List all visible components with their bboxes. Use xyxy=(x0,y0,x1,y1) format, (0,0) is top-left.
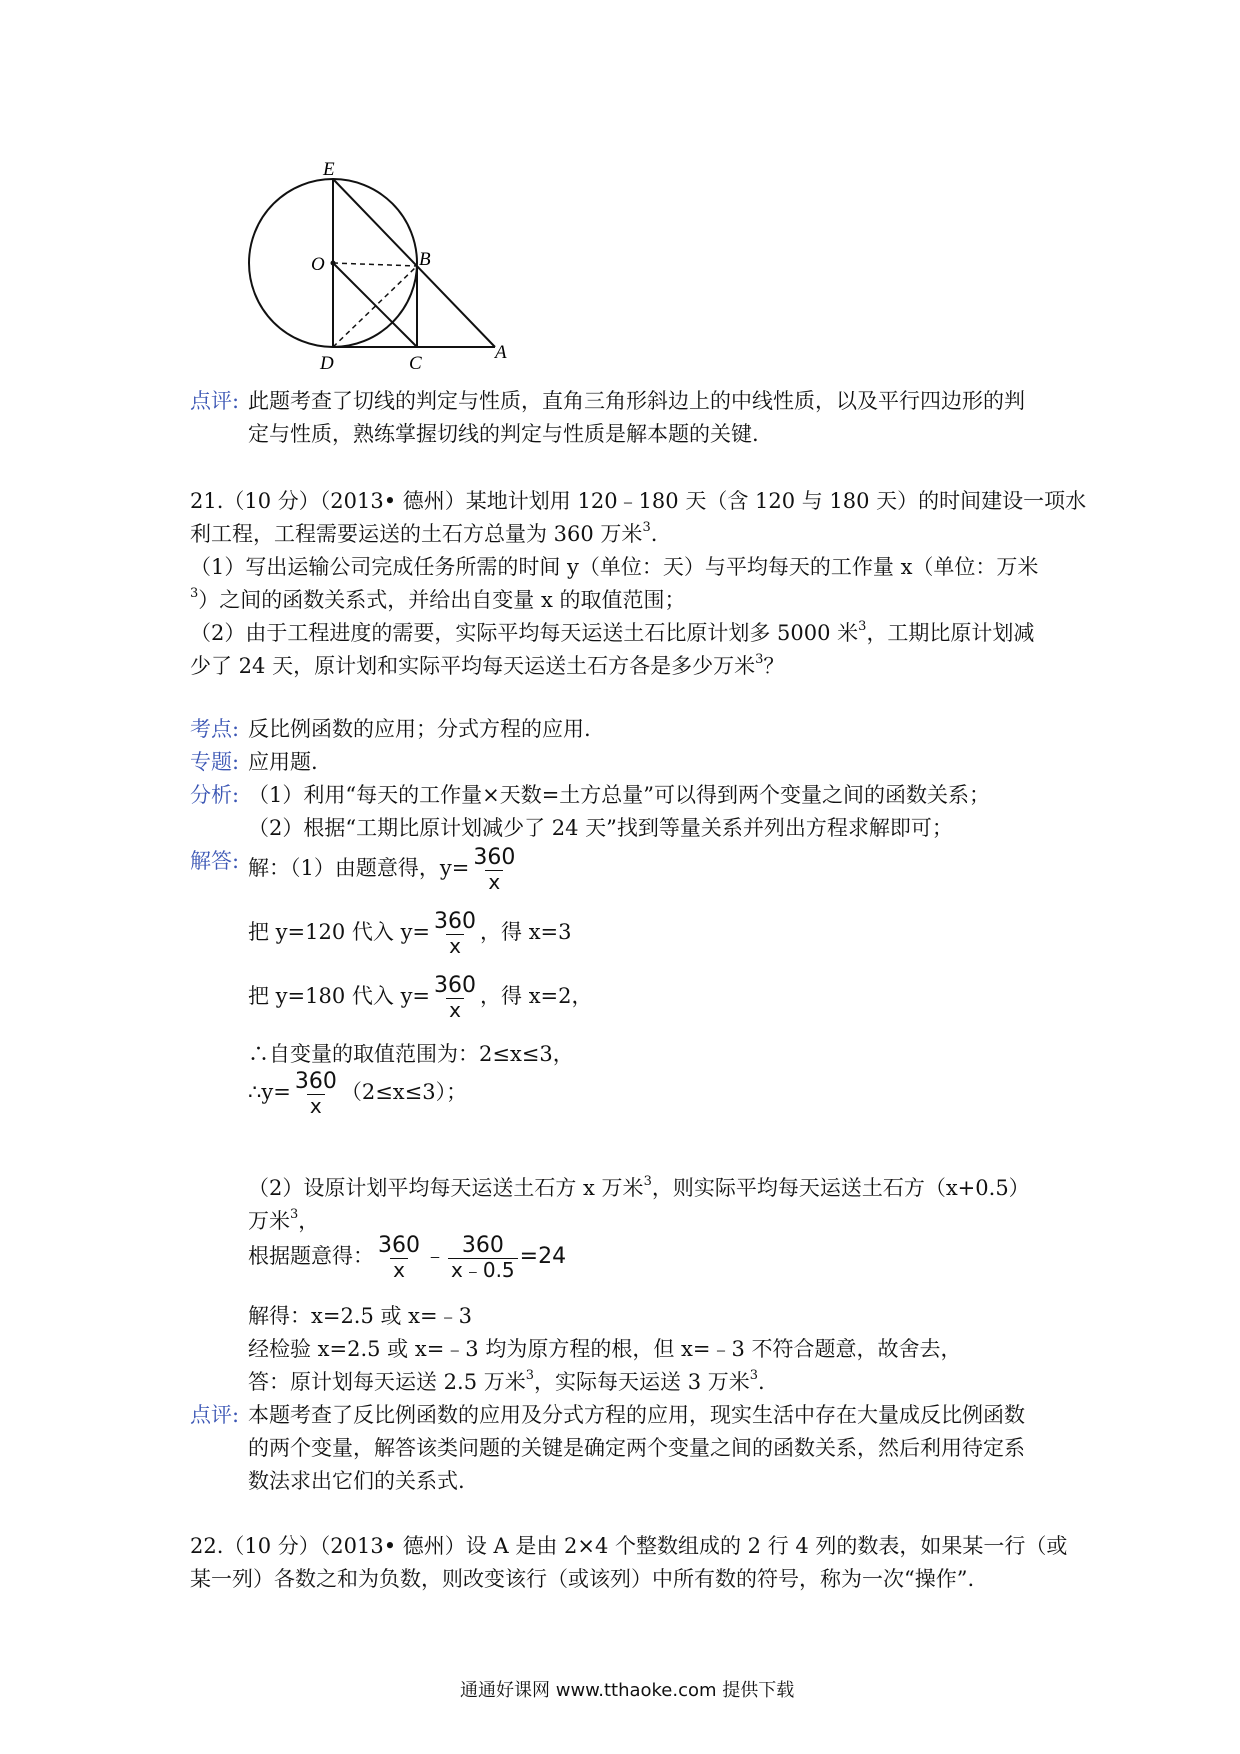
segment-OB-dashed xyxy=(333,263,417,266)
fenxi-label: 分析: xyxy=(190,783,240,807)
solution-line: 把 y=120 代入 y= $\frac{360}{x}$ ，得 x=3 xyxy=(248,909,572,958)
kaodian-label: 考点: xyxy=(190,717,240,741)
fenxi-text: （2）根据“工期比原计划减少了 24 天”找到等量关系并列出方程求解即可； xyxy=(248,816,953,840)
question-21-part2: 少了 24 天，原计划和实际平均每天运送土石方各是多少万米$^3$？ xyxy=(190,652,785,678)
comment-text: 此题考查了切线的判定与性质，直角三角形斜边上的中线性质，以及平行四边形的判 xyxy=(248,389,1025,413)
geometry-figure xyxy=(240,155,520,380)
solution-line: 经检验 x=2.5 或 x=﹣3 均为原方程的根，但 x=﹣3 不符合题意，故舍去， xyxy=(248,1337,962,1361)
comment-text: 定与性质，熟练掌握切线的判定与性质是解本题的关键. xyxy=(248,422,759,446)
fraction: $\frac{360}{x}$ xyxy=(434,973,477,1022)
fraction: $\frac{360}{x﹣0.5}$ xyxy=(448,1234,518,1281)
label-C: C xyxy=(409,353,422,374)
solution-line: （2）设原计划平均每天运送土石方 x 万米$^3$，则实际平均每天运送土石方（x+0.5） xyxy=(248,1174,1030,1200)
fraction: $\frac{360}{x}$ xyxy=(294,1069,337,1118)
comment-label: 点评: xyxy=(190,1403,240,1427)
equation-line: 根据题意得： $\frac{360}{x}$ ﹣ $\frac{360}{x﹣0.5}$ =24 xyxy=(248,1233,567,1282)
page-footer: 通通好课网 www.tthaoke.com 提供下载 xyxy=(460,1680,795,1701)
fraction: $\frac{360}{x}$ xyxy=(434,909,477,958)
question-21-text: 21.（10 分）（2013• 德州）某地计划用 120﹣180 天（含 120 与 180 天）的时间建设一项水 xyxy=(190,489,1087,513)
solution-line: 解：（1）由题意得，y= $\frac{360}{x}$ xyxy=(248,845,516,894)
question-21-text: 利工程，工程需要运送的土石方总量为 360 万米$^3$. xyxy=(190,520,658,546)
fraction: $\frac{360}{x}$ xyxy=(473,845,516,894)
solution-line: 解得：x=2.5 或 x=﹣3 xyxy=(248,1304,472,1328)
point-o-dot xyxy=(331,261,336,266)
solution-line: 把 y=180 代入 y= $\frac{360}{x}$ ，得 x=2， xyxy=(248,973,593,1022)
jieda-label: 解答: xyxy=(190,849,240,873)
comment-text: 本题考查了反比例函数的应用及分式方程的应用，现实生活中存在大量成反比例函数 xyxy=(248,1403,1025,1427)
segment-OC xyxy=(333,263,417,347)
solution-line: ∴y= $\frac{360}{x}$ （2≤x≤3）； xyxy=(248,1069,468,1118)
fenxi-text: （1）利用“每天的工作量×天数=土方总量”可以得到两个变量之间的函数关系； xyxy=(248,783,991,807)
label-D: D xyxy=(320,353,334,374)
label-A: A xyxy=(495,342,507,363)
question-21-part1: （1）写出运输公司完成任务所需的时间 y（单位：天）与平均每天的工作量 x（单位：万米 xyxy=(190,555,1039,579)
zhuanti-label: 专题: xyxy=(190,750,240,774)
fraction: $\frac{360}{x}$ xyxy=(378,1233,420,1282)
comment-label: 点评: xyxy=(190,389,240,413)
solution-line: 答：原计划每天运送 2.5 万米$^3$，实际每天运送 3 万米$^3$. xyxy=(248,1368,765,1394)
zhuanti-text: 应用题. xyxy=(248,750,318,774)
comment-text: 数法求出它们的关系式. xyxy=(248,1469,465,1493)
label-B: B xyxy=(419,249,431,270)
label-O: O xyxy=(311,254,325,275)
solution-line: ∴自变量的取值范围为：2≤x≤3， xyxy=(248,1042,574,1066)
question-22-text: 22.（10 分）（2013• 德州）设 A 是由 2×4 个整数组成的 2 行 4 列的数表，如果某一行（或 xyxy=(190,1534,1068,1558)
kaodian-text: 反比例函数的应用；分式方程的应用. xyxy=(248,717,591,741)
comment-text: 的两个变量，解答该类问题的关键是确定两个变量之间的函数关系，然后利用待定系 xyxy=(248,1436,1025,1460)
question-22-text: 某一列）各数之和为负数，则改变该行（或该列）中所有数的符号，称为一次“操作”. xyxy=(190,1567,975,1591)
question-21-part2: （2）由于工程进度的需要，实际平均每天运送土石比原计划多 5000 米$^3$，工期比原计划减 xyxy=(190,619,1035,645)
label-E: E xyxy=(323,159,335,180)
question-21-part1: $^3$）之间的函数关系式，并给出自变量 x 的取值范围； xyxy=(190,586,686,612)
solution-line: 万米$^3$， xyxy=(248,1207,320,1233)
segment-EA xyxy=(333,179,495,347)
